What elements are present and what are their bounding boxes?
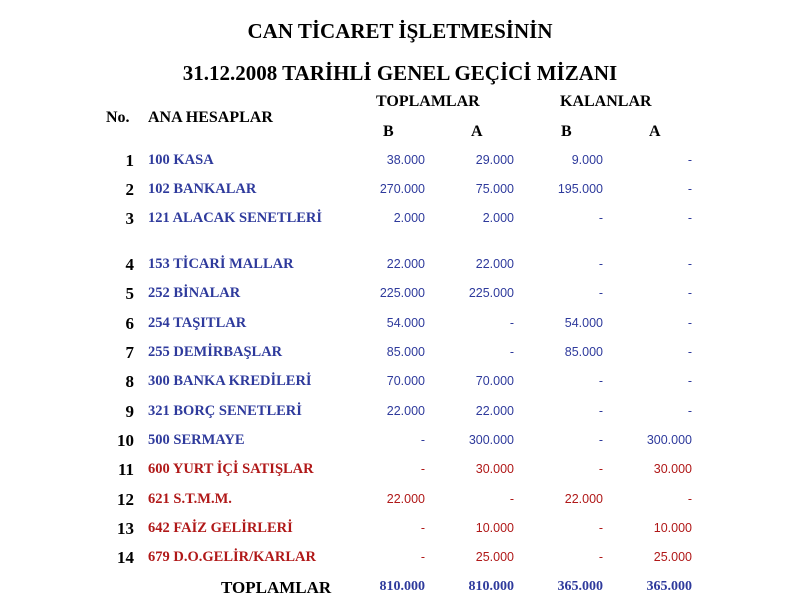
totals-credit-cell: 75.000 <box>475 182 514 196</box>
account-cell <box>148 210 333 227</box>
table-row <box>0 210 800 240</box>
row-number: 5 <box>125 284 134 303</box>
table-row <box>0 403 800 433</box>
account-cell <box>148 461 333 478</box>
account-cell <box>148 520 333 537</box>
totals-credit-cell: - <box>509 345 514 359</box>
account-name: BİNALAR <box>173 285 241 301</box>
totals-credit-cell: 10.000 <box>475 521 514 535</box>
balances-debit-cell: - <box>598 374 603 388</box>
account-name: DEMİRBAŞLAR <box>173 344 283 360</box>
account-cell <box>148 152 333 169</box>
account-code: 621 <box>148 491 170 507</box>
balances-credit-cell: - <box>687 404 692 418</box>
totals-debit-cell: - <box>420 462 425 476</box>
account-name: FAİZ GELİRLERİ <box>173 520 293 536</box>
row-number: 13 <box>117 519 134 538</box>
account-cell <box>148 256 333 273</box>
balances-credit-cell: 300.000 <box>646 433 692 447</box>
balances-debit-cell: 9.000 <box>571 153 603 167</box>
row-number: 12 <box>117 490 134 509</box>
balances-credit-cell: - <box>687 374 692 388</box>
header-accounts: ANA HESAPLAR <box>148 109 273 126</box>
account-name: TAŞITLAR <box>173 315 247 331</box>
account-code: 102 <box>148 181 170 197</box>
totals-label: TOPLAMLAR <box>221 578 332 597</box>
totals-credit-sum: 810.000 <box>468 579 514 594</box>
totals-credit-cell: - <box>509 492 514 506</box>
balances-debit-cell: - <box>598 257 603 271</box>
balances-credit-cell: - <box>687 211 692 225</box>
account-name: BORÇ SENETLERİ <box>173 403 302 419</box>
account-name: BANKA KREDİLERİ <box>173 373 312 389</box>
account-name: TİCARİ MALLAR <box>173 256 294 272</box>
totals-credit-cell: 22.000 <box>475 257 514 271</box>
balances-debit-cell: - <box>598 462 603 476</box>
table-row <box>0 373 800 403</box>
balances-debit-cell: - <box>598 211 603 225</box>
totals-debit-cell: - <box>420 550 425 564</box>
balances-debit-cell: - <box>598 433 603 447</box>
totals-debit-cell: 2.000 <box>393 211 425 225</box>
account-name: YURT İÇİ SATIŞLAR <box>172 461 314 477</box>
document-title: CAN TİCARET İŞLETMESİNİN <box>247 19 553 43</box>
balances-debit-cell: 22.000 <box>564 492 603 506</box>
table-row <box>0 285 800 315</box>
table-row <box>0 432 800 462</box>
table-row <box>0 520 800 550</box>
totals-debit-cell: 22.000 <box>386 492 425 506</box>
table-row <box>0 152 800 182</box>
totals-debit-cell: 22.000 <box>386 404 425 418</box>
account-code: 121 <box>148 210 170 226</box>
row-number: 8 <box>125 372 134 391</box>
account-code: 252 <box>148 285 170 301</box>
balances-credit-cell: - <box>687 182 692 196</box>
table-row <box>0 256 800 286</box>
header-balances-credit: A <box>649 123 661 140</box>
row-number: 2 <box>125 180 134 199</box>
account-cell <box>148 315 333 332</box>
header-totals: TOPLAMLAR <box>376 93 480 110</box>
account-cell <box>148 403 333 420</box>
table-row <box>0 461 800 491</box>
balances-credit-cell: - <box>687 492 692 506</box>
account-cell <box>148 549 333 566</box>
header-balances: KALANLAR <box>560 93 652 110</box>
totals-debit-sum: 810.000 <box>379 579 425 594</box>
totals-credit-cell: - <box>509 316 514 330</box>
account-cell <box>148 373 333 390</box>
row-number: 11 <box>117 460 134 479</box>
account-code: 500 <box>148 432 170 448</box>
account-name: ALACAK SENETLERİ <box>172 210 323 226</box>
account-cell <box>148 344 333 361</box>
totals-debit-cell: - <box>420 521 425 535</box>
totals-credit-cell: 30.000 <box>475 462 514 476</box>
header-no: No. <box>106 109 130 126</box>
row-number: 3 <box>125 209 134 228</box>
balances-credit-cell: - <box>687 316 692 330</box>
balances-debit-cell: - <box>598 286 603 300</box>
totals-credit-cell: 300.000 <box>468 433 514 447</box>
table-row <box>0 181 800 211</box>
balances-credit-cell: 10.000 <box>653 521 692 535</box>
account-code: 321 <box>148 403 170 419</box>
table-row <box>0 491 800 521</box>
account-name: SERMAYE <box>173 432 245 448</box>
balances-credit-sum: 365.000 <box>646 579 692 594</box>
totals-debit-cell: 70.000 <box>386 374 425 388</box>
table-row <box>0 549 800 579</box>
row-number: 9 <box>125 402 134 421</box>
totals-debit-cell: 225.000 <box>379 286 425 300</box>
header-totals-credit: A <box>471 123 483 140</box>
balances-debit-cell: 195.000 <box>557 182 603 196</box>
totals-debit-cell: 38.000 <box>386 153 425 167</box>
account-code: 100 <box>148 152 170 168</box>
header-totals-debit: B <box>383 123 394 140</box>
account-cell <box>148 491 333 508</box>
row-number: 4 <box>125 255 134 274</box>
account-code: 642 <box>148 520 170 536</box>
account-code: 600 <box>148 461 170 477</box>
account-code: 300 <box>148 373 170 389</box>
totals-credit-cell: 25.000 <box>475 550 514 564</box>
row-number: 10 <box>117 431 134 450</box>
account-cell <box>148 285 333 302</box>
balances-debit-cell: - <box>598 521 603 535</box>
totals-credit-cell: 70.000 <box>475 374 514 388</box>
totals-credit-cell: 2.000 <box>482 211 514 225</box>
account-name: BANKALAR <box>173 181 257 197</box>
document-subtitle: 31.12.2008 TARİHLİ GENEL GEÇİCİ MİZANI <box>182 61 618 85</box>
balances-credit-cell: - <box>687 345 692 359</box>
balances-debit-cell: - <box>598 404 603 418</box>
balances-credit-cell: - <box>687 286 692 300</box>
totals-credit-cell: 225.000 <box>468 286 514 300</box>
account-cell <box>148 181 333 198</box>
table-row <box>0 315 800 345</box>
account-code: 153 <box>148 256 170 272</box>
totals-debit-cell: 85.000 <box>386 345 425 359</box>
balances-credit-cell: 25.000 <box>653 550 692 564</box>
row-number: 1 <box>125 151 134 170</box>
totals-credit-cell: 29.000 <box>475 153 514 167</box>
balances-debit-sum: 365.000 <box>557 579 603 594</box>
account-name: S.T.M.M. <box>173 491 232 507</box>
balances-credit-cell: 30.000 <box>653 462 692 476</box>
totals-debit-cell: 54.000 <box>386 316 425 330</box>
balances-credit-cell: - <box>687 257 692 271</box>
row-number: 6 <box>125 314 134 333</box>
table-row <box>0 344 800 374</box>
balances-debit-cell: - <box>598 550 603 564</box>
account-code: 254 <box>148 315 170 331</box>
balances-credit-cell: - <box>687 153 692 167</box>
totals-debit-cell: 22.000 <box>386 257 425 271</box>
totals-credit-cell: 22.000 <box>475 404 514 418</box>
balances-debit-cell: 85.000 <box>564 345 603 359</box>
totals-debit-cell: 270.000 <box>379 182 425 196</box>
balances-debit-cell: 54.000 <box>564 316 603 330</box>
account-code: 255 <box>148 344 170 360</box>
header-balances-debit: B <box>561 123 572 140</box>
account-name: D.O.GELİR/KARLAR <box>173 549 316 565</box>
totals-debit-cell: - <box>420 433 425 447</box>
account-cell <box>148 432 333 449</box>
row-number: 7 <box>125 343 134 362</box>
row-number: 14 <box>117 548 134 567</box>
account-name: KASA <box>173 152 214 168</box>
account-code: 679 <box>148 549 170 565</box>
